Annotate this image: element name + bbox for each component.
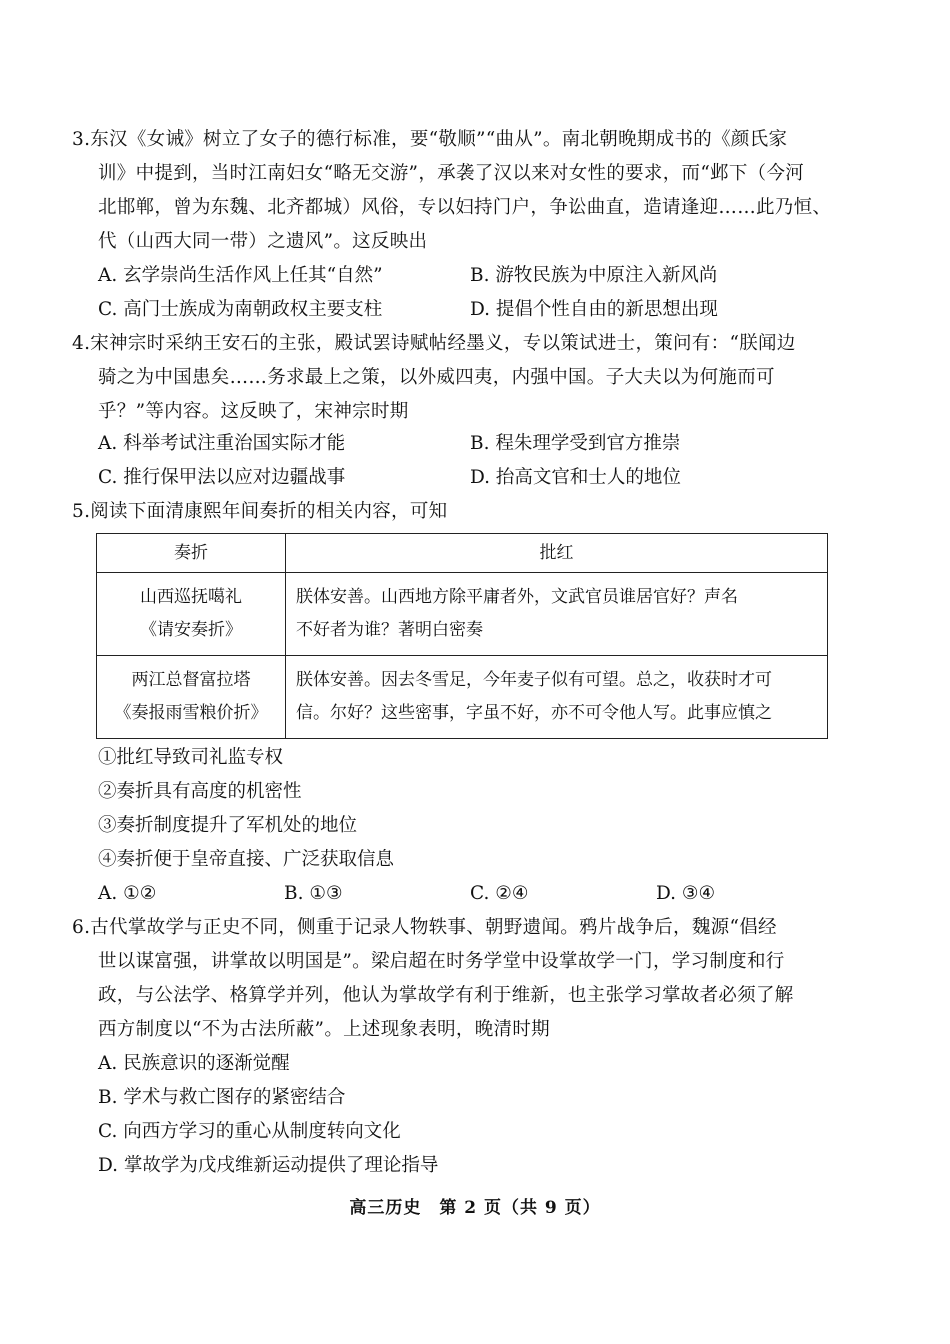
statement-4: ④奏折便于皇帝直接、广泛获取信息 <box>98 849 395 870</box>
option-c[interactable]: C. 向西方学习的重心从制度转向文化 <box>98 1121 401 1142</box>
memo-author: 两江总督富拉塔 <box>131 670 251 690</box>
stem-line: 北邯郸，曾为东魏、北齐都城）风俗，专以妇持门户，争讼曲直，造请逢迎……此乃恒、 <box>98 197 832 218</box>
option-d[interactable]: D. ③④ <box>656 883 716 904</box>
option-a[interactable]: A. 民族意识的逐渐觉醒 <box>98 1053 290 1074</box>
statement-2: ②奏折具有高度的机密性 <box>98 781 302 802</box>
question-5-options <box>98 877 858 911</box>
table-row <box>97 656 828 739</box>
reply-cell <box>286 656 828 739</box>
option-a[interactable]: A. ①② <box>98 883 157 904</box>
question-5-stem <box>72 495 842 529</box>
question-4-stem <box>72 327 842 429</box>
option-b[interactable]: B. 游牧民族为中原注入新风尚 <box>470 265 718 286</box>
option-c[interactable]: C. ②④ <box>470 883 529 904</box>
memo-cell <box>97 656 286 739</box>
reply-line: 朕体安善。山西地方除平庸者外，文武官员谁居官好？声名 <box>296 587 738 607</box>
option-b[interactable]: B. 程朱理学受到官方推崇 <box>470 433 681 454</box>
option-c[interactable]: C. 推行保甲法以应对边疆战事 <box>98 467 346 488</box>
statement-3: ③奏折制度提升了军机处的地位 <box>98 815 358 836</box>
question-3-stem <box>72 123 842 259</box>
stem-line: 骑之为中国患矣……务求最上之策，以外威四夷，内强中国。子大夫以为何施而可 <box>98 367 775 388</box>
page-footer: 高三历史 第 2 页（共 9 页） <box>349 1198 601 1218</box>
table-header-reply: 批红 <box>286 534 828 573</box>
option-a[interactable]: A. 玄学崇尚生活作风上任其“自然” <box>98 265 383 286</box>
memo-title: 《请安奏折》 <box>140 620 242 640</box>
question-3-options <box>98 259 858 327</box>
table-header-memo: 奏折 <box>97 534 286 573</box>
reply-line: 不好者为谁？著明白密奏 <box>296 620 483 640</box>
stem-line: 政，与公法学、格算学并列，他认为掌故学有利于维新，也主张学习掌故者必须了解 <box>98 985 794 1006</box>
stem-line: 3.东汉《女诫》树立了女子的德行标准，要“敬顺”“曲从”。南北朝晚期成书的《颜氏家 <box>72 129 788 150</box>
memo-cell <box>97 573 286 656</box>
reply-cell <box>286 573 828 656</box>
stem-line: 5.阅读下面清康熙年间奏折的相关内容，可知 <box>72 501 448 522</box>
statement-1: ①批红导致司礼监专权 <box>98 747 284 768</box>
option-b[interactable]: B. ①③ <box>284 883 343 904</box>
option-b[interactable]: B. 学术与救亡图存的紧密结合 <box>98 1087 346 1108</box>
reply-line: 信。尔好？这些密事，字虽不好，亦不可令他人写。此事应慎之 <box>296 703 772 723</box>
option-a[interactable]: A. 科举考试注重治国实际才能 <box>98 433 346 454</box>
stem-line: 4.宋神宗时采纳王安石的主张，殿试罢诗赋帖经墨义，专以策试进士，策问有：“朕闻边 <box>72 333 796 354</box>
question-4-options <box>98 427 858 495</box>
option-c[interactable]: C. 高门士族成为南朝政权主要支柱 <box>98 299 383 320</box>
reply-line: 朕体安善。因去冬雪足，今年麦子似有可望。总之，收获时才可 <box>296 670 772 690</box>
stem-line: 6.古代掌故学与正史不同，侧重于记录人物轶事、朝野遗闻。鸦片战争后，魏源“倡经 <box>72 917 777 938</box>
stem-line: 乎？”等内容。这反映了，宋神宗时期 <box>98 401 409 422</box>
table-row <box>97 573 828 656</box>
memo-title: 《奏报雨雪粮价折》 <box>114 703 268 723</box>
stem-line: 世以谋富强，讲掌故以明国是”。梁启超在时务学堂中设掌故学一门，学习制度和行 <box>98 951 785 972</box>
option-d[interactable]: D. 掌故学为戊戌维新运动提供了理论指导 <box>98 1155 439 1176</box>
memorial-table <box>96 533 828 739</box>
option-d[interactable]: D. 抬高文官和士人的地位 <box>470 467 681 488</box>
question-6-stem <box>72 911 842 1047</box>
stem-line: 训》中提到，当时江南妇女“略无交游”，承袭了汉以来对女性的要求，而“邺下（今河 <box>98 163 805 184</box>
stem-line: 西方制度以“不为古法所蔽”。上述现象表明，晚清时期 <box>98 1019 550 1040</box>
option-d[interactable]: D. 提倡个性自由的新思想出现 <box>470 299 718 320</box>
table-header-row <box>97 534 828 573</box>
stem-line: 代（山西大同一带）之遗风”。这反映出 <box>98 231 428 252</box>
memo-author: 山西巡抚噶礼 <box>140 587 242 607</box>
